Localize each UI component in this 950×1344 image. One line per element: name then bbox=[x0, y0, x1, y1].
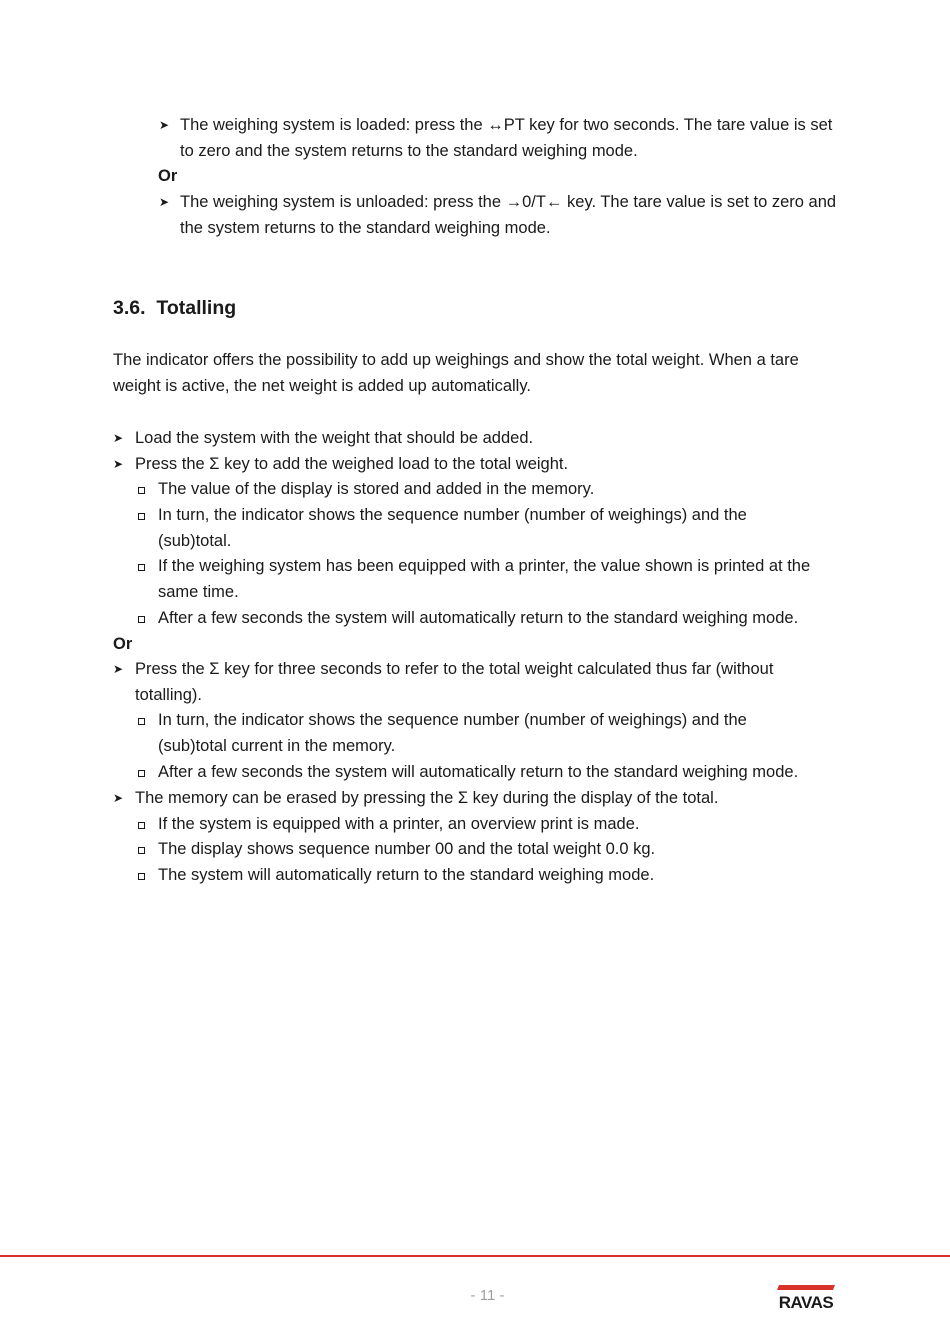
list-item-line: The display shows sequence number 00 and the total weight 0.0 kg. bbox=[158, 840, 656, 858]
svg-text:RAVAS: RAVAS bbox=[778, 1293, 834, 1311]
square-bullet-icon bbox=[138, 718, 145, 725]
list-item-line: The memory can be erased by pressing the Σ key during the display of the total. bbox=[135, 789, 719, 807]
or-separator: Or bbox=[158, 167, 178, 185]
page-number: - 11 - bbox=[470, 1287, 505, 1304]
arrow-bullet-icon: ➤ bbox=[113, 662, 124, 676]
list-item-line: If the weighing system has been equipped with a printer, the value shown is printed at the bbox=[158, 557, 811, 575]
footer-divider bbox=[0, 1255, 950, 1257]
section-title: Totalling bbox=[156, 297, 237, 319]
list-item-line: to zero and the system returns to the standard weighing mode. bbox=[180, 142, 638, 160]
list-item-line: If the system is equipped with a printer, an overview print is made. bbox=[158, 815, 640, 833]
list-item-line: Load the system with the weight that should be added. bbox=[135, 429, 534, 447]
arrow-bullet-icon: ➤ bbox=[113, 431, 124, 445]
list-item-line: The weighing system is unloaded: press the →0/T← key. The tare value is set to zero and bbox=[180, 193, 837, 211]
square-bullet-icon bbox=[138, 564, 145, 571]
square-bullet-icon bbox=[138, 847, 145, 854]
ravas-logo-icon bbox=[775, 1283, 837, 1311]
square-bullet-icon bbox=[138, 616, 145, 623]
list-item-line: The system will automatically return to the standard weighing mode. bbox=[158, 866, 655, 884]
square-bullet-icon bbox=[138, 513, 145, 520]
list-item-line: the system returns to the standard weighing mode. bbox=[180, 219, 551, 237]
list-item-line: The value of the display is stored and added in the memory. bbox=[158, 480, 595, 498]
list-item-line: In turn, the indicator shows the sequence number (number of weighings) and the bbox=[158, 506, 747, 524]
list-item-line: In turn, the indicator shows the sequence number (number of weighings) and the bbox=[158, 711, 747, 729]
or-separator: Or bbox=[113, 635, 133, 653]
section-heading bbox=[113, 294, 236, 322]
list-item-line: (sub)total current in the memory. bbox=[158, 737, 396, 755]
arrow-bullet-icon: ➤ bbox=[113, 791, 124, 805]
ravas-logo bbox=[775, 1283, 837, 1311]
list-item-line: After a few seconds the system will automatically return to the standard weighing mode. bbox=[158, 609, 799, 627]
paragraph-line: The indicator offers the possibility to add up weighings and show the total weight. When a tare bbox=[113, 351, 799, 369]
list-item-line: (sub)total. bbox=[158, 532, 232, 550]
list-item-line: same time. bbox=[158, 583, 239, 601]
list-item-line: totalling). bbox=[135, 686, 202, 704]
section-number: 3.6. bbox=[113, 297, 146, 319]
list-item-line: After a few seconds the system will automatically return to the standard weighing mode. bbox=[158, 763, 799, 781]
square-bullet-icon bbox=[138, 873, 145, 880]
arrow-bullet-icon: ➤ bbox=[159, 195, 170, 209]
square-bullet-icon bbox=[138, 822, 145, 829]
list-item-line: Press the Σ key for three seconds to refer to the total weight calculated thus far (without bbox=[135, 660, 774, 678]
arrow-bullet-icon: ➤ bbox=[159, 118, 170, 132]
list-item-line: Press the Σ key to add the weighed load to the total weight. bbox=[135, 455, 569, 473]
square-bullet-icon bbox=[138, 770, 145, 777]
paragraph-line: weight is active, the net weight is added up automatically. bbox=[113, 377, 531, 395]
square-bullet-icon bbox=[138, 487, 145, 494]
list-item-line: The weighing system is loaded: press the ↔PT key for two seconds. The tare value is set bbox=[180, 116, 833, 134]
arrow-bullet-icon: ➤ bbox=[113, 457, 124, 471]
